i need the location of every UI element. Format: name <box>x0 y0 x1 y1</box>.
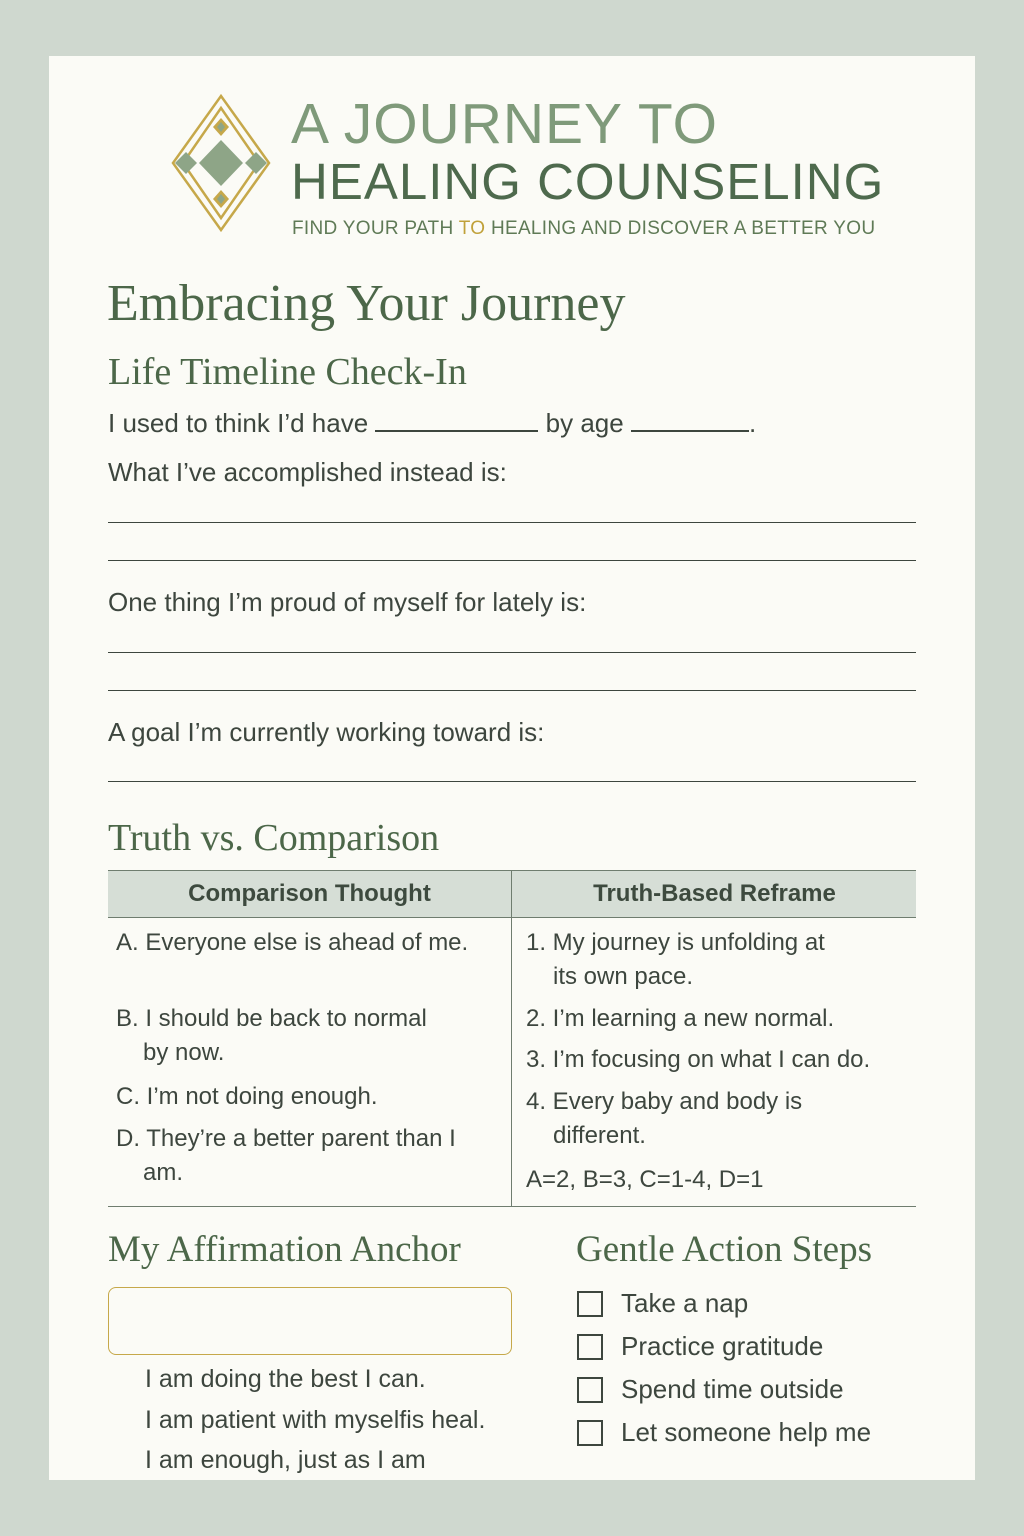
checkbox-let-someone-help[interactable] <box>577 1420 603 1446</box>
comparison-heading: Truth vs. Comparison <box>108 817 440 859</box>
affirmation-line: I am enough, just as I am <box>145 1446 426 1474</box>
affirmation-heading: My Affirmation Anchor <box>108 1229 461 1270</box>
prompt-proud: One thing I’m proud of myself for lately is: <box>108 587 587 617</box>
timeline-heading: Life Timeline Check-In <box>108 351 467 393</box>
checkbox-practice-gratitude[interactable] <box>577 1334 603 1360</box>
answer-line[interactable] <box>108 560 916 561</box>
checkbox-spend-time-outside[interactable] <box>577 1377 603 1403</box>
worksheet-page <box>49 56 975 1480</box>
table-cell-thought: D. They’re a better parent than I am. <box>116 1125 456 1186</box>
table-cell-reframe: 4. Every baby and body is different. <box>526 1088 803 1149</box>
affirmation-line: I am doing the best I can. <box>145 1365 426 1393</box>
prompt-goal: A goal I’m currently working toward is: <box>108 717 545 747</box>
affirmation-input-box[interactable] <box>108 1287 512 1355</box>
table-border <box>108 1206 916 1207</box>
answer-line[interactable] <box>108 652 916 653</box>
comparison-table <box>108 870 916 1207</box>
table-cell-thought: B. I should be back to normal by now. <box>116 1005 427 1066</box>
step-label: Spend time outside <box>621 1374 844 1404</box>
step-label: Practice gratitude <box>621 1331 824 1361</box>
table-cell-reframe: 1. My journey is unfolding at its own pace. <box>526 929 825 990</box>
column-header-comparison: Comparison Thought <box>188 880 431 907</box>
page-title: Embracing Your Journey <box>107 275 626 332</box>
checkbox-take-a-nap[interactable] <box>577 1291 603 1317</box>
prompt-used-to-think: I used to think I’d have by age . <box>108 408 757 438</box>
table-border <box>108 917 916 918</box>
affirmation-line: I am patient with myselfis heal. <box>145 1406 486 1434</box>
answer-line[interactable] <box>108 781 916 782</box>
step-label: Let someone help me <box>621 1417 872 1447</box>
table-cell-thought: A. Everyone else is ahead of me. <box>116 929 469 956</box>
action-steps-heading: Gentle Action Steps <box>576 1229 872 1270</box>
blank-what-field[interactable] <box>375 410 538 432</box>
brand-name-line1: A JOURNEY TO <box>291 92 718 156</box>
answer-line[interactable] <box>108 522 916 523</box>
brand-tagline: FIND YOUR PATH TO HEALING AND DISCOVER A BETTER YOU <box>292 218 876 239</box>
table-cell-thought: C. I’m not doing enough. <box>116 1083 378 1110</box>
table-cell-reframe: 3. I’m focusing on what I can do. <box>526 1046 871 1073</box>
prompt-accomplished: What I’ve accomplished instead is: <box>108 457 507 487</box>
table-column-divider <box>511 870 512 1206</box>
blank-age-field[interactable] <box>631 410 749 432</box>
answer-line[interactable] <box>108 690 916 691</box>
brand-name-line2: HEALING COUNSELING <box>291 153 885 210</box>
step-label: Take a nap <box>621 1288 749 1318</box>
table-border <box>108 870 916 871</box>
table-cell-reframe: 2. I’m learning a new normal. <box>526 1005 835 1032</box>
diamond-logo-icon <box>171 94 271 232</box>
column-header-reframe: Truth-Based Reframe <box>593 880 836 907</box>
answer-key: A=2, B=3, C=1-4, D=1 <box>526 1166 764 1193</box>
